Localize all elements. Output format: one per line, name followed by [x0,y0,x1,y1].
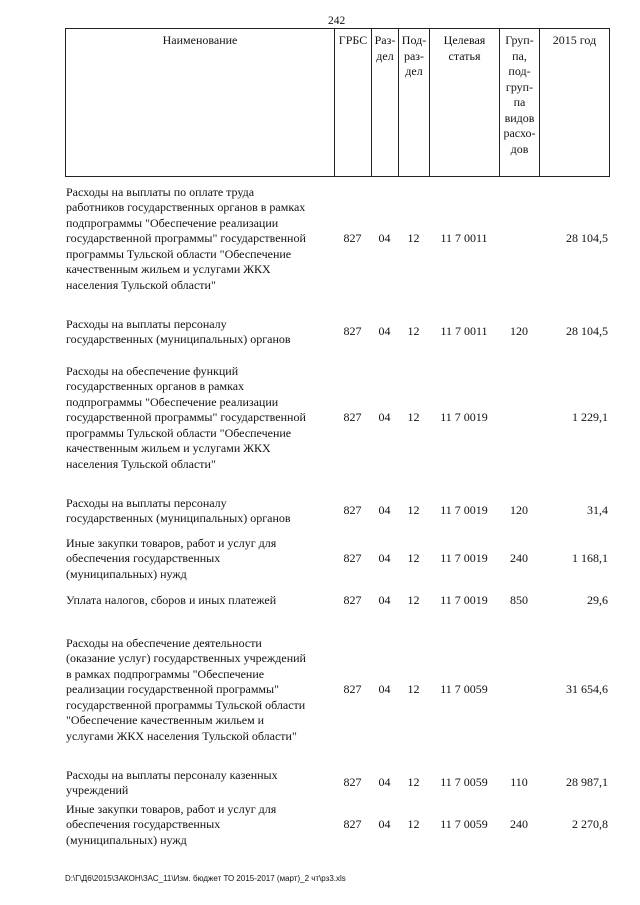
row-target: 11 7 0059 [440,682,488,697]
row-name: Расходы на выплаты персоналу государственных (муниципальных) органов [66,495,291,525]
row-group: 850 [510,593,528,608]
row-target: 11 7 0019 [440,593,488,608]
page-number: 242 [328,15,346,27]
row-name: Расходы на выплаты по оплате труда работников государственных органов в рамках подпрограммы "Обеспечение реализации государственной программы" государственной программы Тульской области "Обеспечение качественным жильем и услугами ЖКХ населения Тульской области" [66,185,306,292]
row-amount: 1 168,1 [572,551,608,566]
table-row [65,592,610,610]
row-razdel: 04 [378,410,391,425]
table-row [65,360,610,476]
row-amount: 31,4 [587,503,608,518]
row-name: Расходы на обеспечение функций государственных органов в рамках подпрограммы "Обеспечение реализации государственной программы" государственной программы Тульской области "Обеспечение качественным жильем и услугами ЖКХ населения Тульской области" [66,364,306,471]
row-podrazdel: 12 [407,593,420,608]
table-row [65,632,610,748]
row-razdel: 04 [378,682,391,697]
row-target: 11 7 0019 [440,410,488,425]
row-amount: 28 104,5 [566,324,608,339]
row-razdel: 04 [378,817,391,832]
header-year: 2015 год [539,29,610,176]
row-podrazdel: 12 [407,775,420,790]
row-group: 120 [510,503,528,518]
row-group: 240 [510,817,528,832]
row-target: 11 7 0011 [440,231,488,246]
row-grbs: 827 [343,551,362,566]
table-row [65,315,610,349]
row-podrazdel: 12 [407,503,420,518]
row-podrazdel: 12 [407,817,420,832]
row-amount: 1 229,1 [572,410,608,425]
file-path-footer: D:\Г\Д6\2015\ЗАКОН\ЗАС_11\Изм. бюджет ТО 2015-2017 (март)_2 чт\рз3.xls [65,874,346,883]
row-target: 11 7 0019 [440,551,488,566]
header-target: Целевая статья [429,29,499,176]
table-header [65,28,610,177]
row-group: 110 [510,775,528,790]
row-podrazdel: 12 [407,551,420,566]
row-razdel: 04 [378,231,391,246]
row-grbs: 827 [343,324,362,339]
row-razdel: 04 [378,775,391,790]
row-target: 11 7 0011 [440,324,488,339]
row-razdel: 04 [378,503,391,518]
row-podrazdel: 12 [407,231,420,246]
row-razdel: 04 [378,593,391,608]
row-group: 240 [510,551,528,566]
row-razdel: 04 [378,551,391,566]
row-name: Иные закупки товаров, работ и услуг для обеспечения государственных (муниципальных) нужд [66,801,277,847]
row-amount: 29,6 [587,593,608,608]
header-grbs: ГРБС [334,29,371,176]
row-amount: 28 104,5 [566,231,608,246]
row-grbs: 827 [343,231,362,246]
row-name: Уплата налогов, сборов и иных платежей [66,593,277,608]
table-row [65,494,610,528]
header-podrazdel: Под- раз- дел [398,29,429,176]
row-name: Иные закупки товаров, работ и услуг для обеспечения государственных (муниципальных) нужд [66,535,277,581]
row-target: 11 7 0019 [440,503,488,518]
row-grbs: 827 [343,775,362,790]
row-name: Расходы на выплаты персоналу казенных учреждений [66,767,278,797]
row-grbs: 827 [343,503,362,518]
row-name: Расходы на обеспечение деятельности (оказание услуг) государственных учреждений в рамках подпрограммы "Обеспечение реализации государственной программы" государственной программы Тульской области "Обеспечение качественным жильем и услугами ЖКХ населения Тульской области" [66,636,306,743]
table-row [65,800,610,850]
row-grbs: 827 [343,593,362,608]
row-name: Расходы на выплаты персоналу государственных (муниципальных) органов [66,316,291,346]
table-row [65,181,610,297]
row-grbs: 827 [343,410,362,425]
row-amount: 2 270,8 [572,817,608,832]
header-razdel: Раз- дел [371,29,398,176]
row-podrazdel: 12 [407,410,420,425]
header-group: Груп- па, под- груп- па видов расхо- дов [499,29,539,176]
row-podrazdel: 12 [407,324,420,339]
row-grbs: 827 [343,682,362,697]
row-amount: 28 987,1 [566,775,608,790]
row-group: 120 [510,324,528,339]
row-target: 11 7 0059 [440,817,488,832]
header-name: Наименование [65,29,334,176]
row-amount: 31 654,6 [566,682,608,697]
row-podrazdel: 12 [407,682,420,697]
table-row [65,534,610,584]
row-target: 11 7 0059 [440,775,488,790]
row-grbs: 827 [343,817,362,832]
row-razdel: 04 [378,324,391,339]
table-row [65,766,610,800]
